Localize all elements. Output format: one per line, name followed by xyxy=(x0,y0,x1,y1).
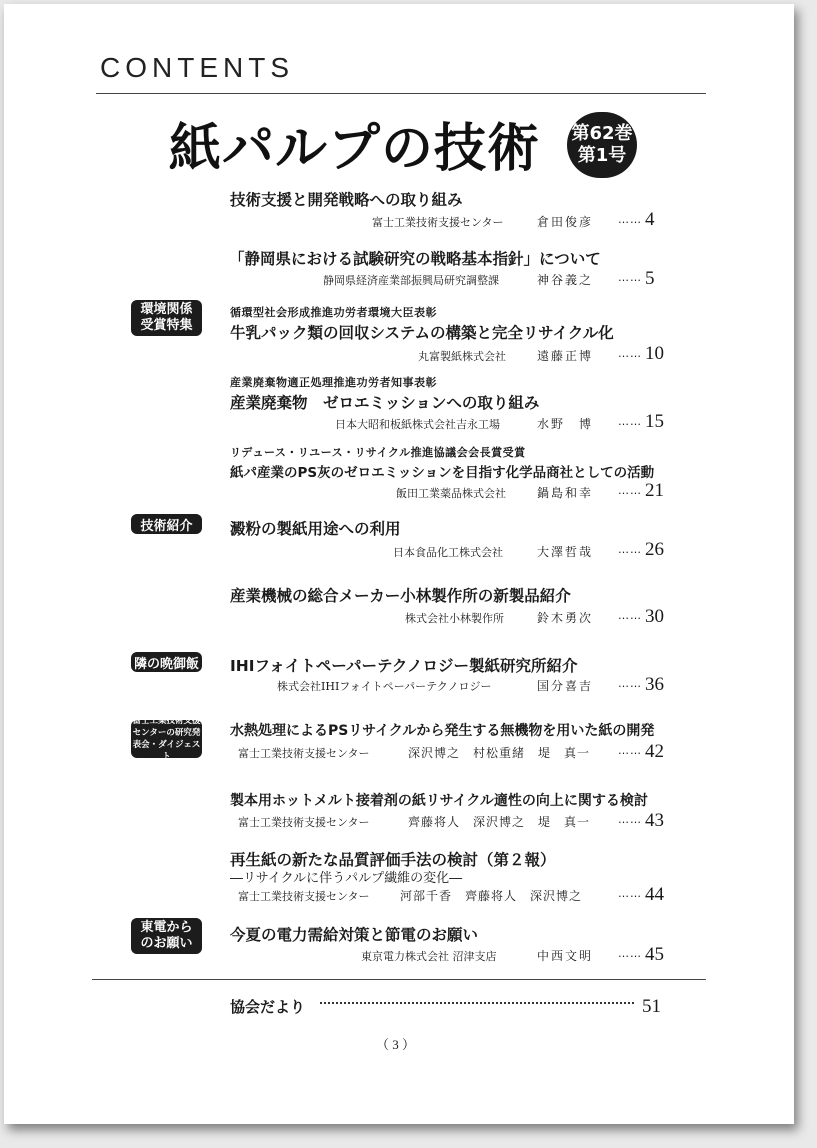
entry-page-number: 43 xyxy=(645,810,664,831)
entry-authors: 大澤哲哉 xyxy=(537,545,594,559)
section-tag-line: 表会・ダイジェスト xyxy=(132,740,201,762)
entry-page-number: 15 xyxy=(645,411,664,432)
leader-dots: …… xyxy=(618,347,642,360)
entry-title: 再生紙の新たな品質評価手法の検討（第２報） xyxy=(230,851,556,869)
entry-subheading: リデュース・リユース・リサイクル推進協議会会長賞受賞 xyxy=(230,446,526,459)
entry-page-number: 10 xyxy=(645,343,664,364)
entry-organization: 富士工業技術支援センター xyxy=(238,890,370,903)
entry-page-number: 45 xyxy=(645,944,664,965)
leader-dots: …… xyxy=(618,677,642,690)
top-divider xyxy=(96,93,706,94)
entry-organization: 株式会社小林製作所 xyxy=(405,612,504,625)
leader-dots: …… xyxy=(618,813,642,826)
entry-authors: 神谷義之 xyxy=(537,273,594,287)
entry-page-number: 36 xyxy=(645,674,664,695)
entry-title: 今夏の電力需給対策と節電のお願い xyxy=(230,926,479,944)
leader-dots xyxy=(320,1001,634,1004)
entry-authors: 遠藤正博 xyxy=(537,349,594,363)
entry-subtitle: ―リサイクルに伴うパルプ繊維の変化― xyxy=(230,871,463,886)
entry-subheading: 循環型社会形成推進功労者環境大臣表彰 xyxy=(230,306,437,319)
association-news-page-number: 51 xyxy=(642,996,661,1017)
section-tag-line: 東電から xyxy=(140,920,193,935)
leader-dots: …… xyxy=(618,213,642,226)
entry-authors: 深沢博之 村松重緒 堤 真一 xyxy=(408,746,591,760)
entry-organization: 日本食品化工株式会社 xyxy=(393,546,503,559)
section-tag-line: 受賞特集 xyxy=(140,318,193,333)
entry-subheading: 産業廃棄物適正処理推進功労者知事表彰 xyxy=(230,376,437,389)
entry-page-number: 30 xyxy=(645,606,664,627)
entry-page-number: 4 xyxy=(645,209,655,230)
entry-organization: 富士工業技術支援センター xyxy=(238,816,370,829)
volume-label: 第62巻 xyxy=(571,123,633,144)
bottom-divider xyxy=(92,979,706,980)
section-tag-environment-awards xyxy=(131,300,202,336)
contents-heading: CONTENTS xyxy=(100,52,294,83)
leader-dots: …… xyxy=(618,415,642,428)
entry-authors: 鍋島和幸 xyxy=(537,486,594,500)
entry-authors: 河部千香 齊藤将人 深沢博之 xyxy=(400,889,583,903)
leader-dots: …… xyxy=(618,271,642,284)
section-tag-line: 隣の晩御飯 xyxy=(133,656,199,672)
leader-dots: …… xyxy=(618,484,642,497)
section-tag-neighbor-dinner xyxy=(131,652,202,672)
section-tag-fuji-center-digest xyxy=(131,716,202,762)
entry-title: 産業廃棄物 ゼロエミッションへの取り組み xyxy=(230,394,540,412)
entry-title: 紙パ産業のPS灰のゼロエミッションを目指す化学品商社としての活動 xyxy=(230,465,655,481)
entry-page-number: 21 xyxy=(645,480,664,501)
entry-organization: 富士工業技術支援センター xyxy=(238,747,370,760)
entry-title: IHIフォイトペーパーテクノロジー製紙研究所紹介 xyxy=(230,657,578,675)
leader-dots: …… xyxy=(618,947,642,960)
entry-organization: 富士工業技術支援センター xyxy=(372,216,504,229)
entry-authors: 倉田俊彦 xyxy=(537,215,594,229)
entry-authors: 水野 博 xyxy=(537,417,594,431)
section-tag-tech-intro xyxy=(131,514,202,534)
entry-organization: 飯田工業薬品株式会社 xyxy=(396,487,506,500)
leader-dots: …… xyxy=(618,887,642,900)
section-tag-line: 環境関係 xyxy=(140,302,193,317)
association-news-label[interactable]: 協会だより xyxy=(230,998,306,1016)
entry-organization: 日本大昭和板紙株式会社吉永工場 xyxy=(335,418,500,431)
entry-organization: 丸富製紙株式会社 xyxy=(418,350,506,363)
entry-authors: 齊藤将人 深沢博之 堤 真一 xyxy=(408,815,591,829)
entry-title: 産業機械の総合メーカー小林製作所の新製品紹介 xyxy=(230,587,571,605)
entry-organization: 静岡県経済産業部振興局研究調整課 xyxy=(323,274,499,287)
entry-authors: 国分喜吉 xyxy=(537,679,594,693)
entry-page-number: 5 xyxy=(645,268,655,289)
entry-page-number: 26 xyxy=(645,539,664,560)
journal-title: 紙パルプの技術 xyxy=(169,119,541,179)
entry-title: 水熱処理によるPSリサイクルから発生する無機物を用いた紙の開発 xyxy=(230,723,655,739)
entry-authors: 鈴木勇次 xyxy=(537,611,594,625)
page-folio: （ 3 ） xyxy=(376,1037,416,1052)
section-tag-line: 富士工業技術支援 xyxy=(132,716,201,726)
entry-title: 技術支援と開発戦略への取り組み xyxy=(230,191,463,209)
section-tag-tepco-request xyxy=(131,918,202,954)
entry-title: 「静岡県における試験研究の戦略基本指針」について xyxy=(229,250,601,268)
entry-title: 牛乳パック類の回収システムの構築と完全リサイクル化 xyxy=(230,324,614,342)
leader-dots: …… xyxy=(618,609,642,622)
entry-organization: 株式会社IHIフォイトペーパーテクノロジー xyxy=(277,680,492,693)
entry-title: 澱粉の製紙用途への利用 xyxy=(230,520,401,538)
leader-dots: …… xyxy=(618,744,642,757)
section-tag-line: 技術紹介 xyxy=(140,518,193,534)
entry-page-number: 44 xyxy=(645,884,664,905)
entry-page-number: 42 xyxy=(645,741,664,762)
leader-dots: …… xyxy=(618,543,642,556)
section-tag-line: センターの研究発 xyxy=(132,728,201,738)
contents-page xyxy=(4,4,794,1124)
section-tag-line: のお願い xyxy=(140,936,193,951)
volume-issue-badge xyxy=(567,112,637,178)
entry-title: 製本用ホットメルト接着剤の紙リサイクル適性の向上に関する検討 xyxy=(230,793,648,809)
entry-organization: 東京電力株式会社 沼津支店 xyxy=(361,950,497,963)
issue-label: 第1号 xyxy=(577,145,627,166)
entry-authors: 中西文明 xyxy=(537,949,594,963)
